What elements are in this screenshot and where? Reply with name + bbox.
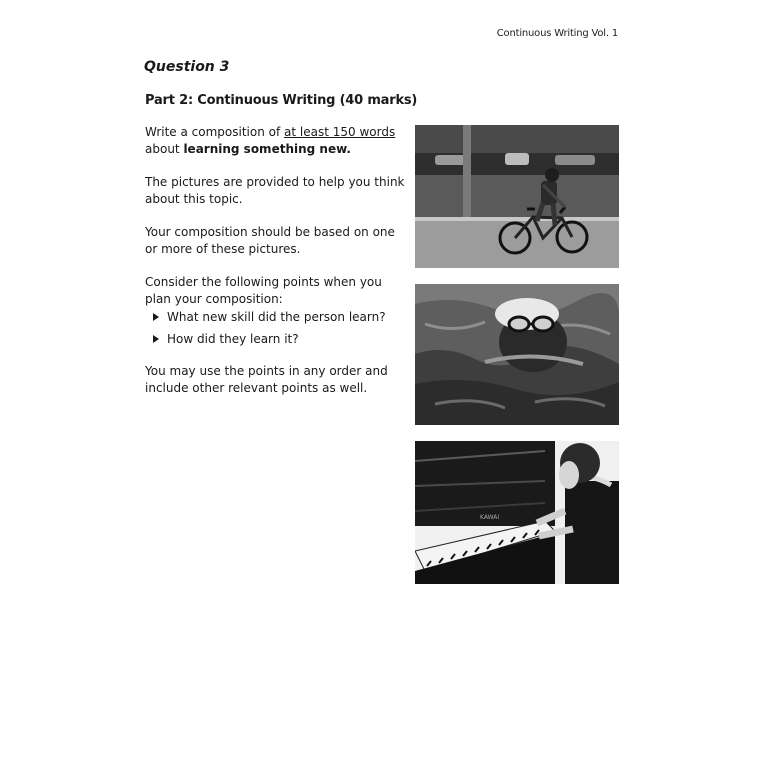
instruction-order: You may use the points in any order and include other relevant points as well. <box>145 364 388 395</box>
instruction-based-on: Your composition should be based on one or more of these pictures. <box>145 225 395 256</box>
piano-brand-label: KAWAI <box>480 514 500 521</box>
picture-child-swimming <box>415 284 619 425</box>
instruction-pictures: The pictures are provided to help you think about this topic. <box>145 175 405 206</box>
part-heading: Part 2: Continuous Writing (40 marks) <box>145 93 418 108</box>
list-item: How did they learn it? <box>153 331 407 348</box>
instruction-task: Write a composition of at least 150 words about learning something new. <box>145 125 396 156</box>
picture-boy-cycling <box>415 125 619 268</box>
list-item: What new skill did the person learn? <box>153 309 407 326</box>
points-list <box>153 309 407 347</box>
question-title: Question 3 <box>144 59 230 75</box>
instructions-column <box>145 124 407 413</box>
running-header: Continuous Writing Vol. 1 <box>496 28 618 39</box>
composition-topic: learning something new. <box>183 141 351 156</box>
picture-boy-piano <box>415 441 619 584</box>
instruction-consider: Consider the following points when you plan your composition: <box>145 275 382 306</box>
bullet-triangle-icon <box>153 313 159 321</box>
bullet-triangle-icon <box>153 335 159 343</box>
word-count-requirement: at least 150 words <box>284 125 396 139</box>
